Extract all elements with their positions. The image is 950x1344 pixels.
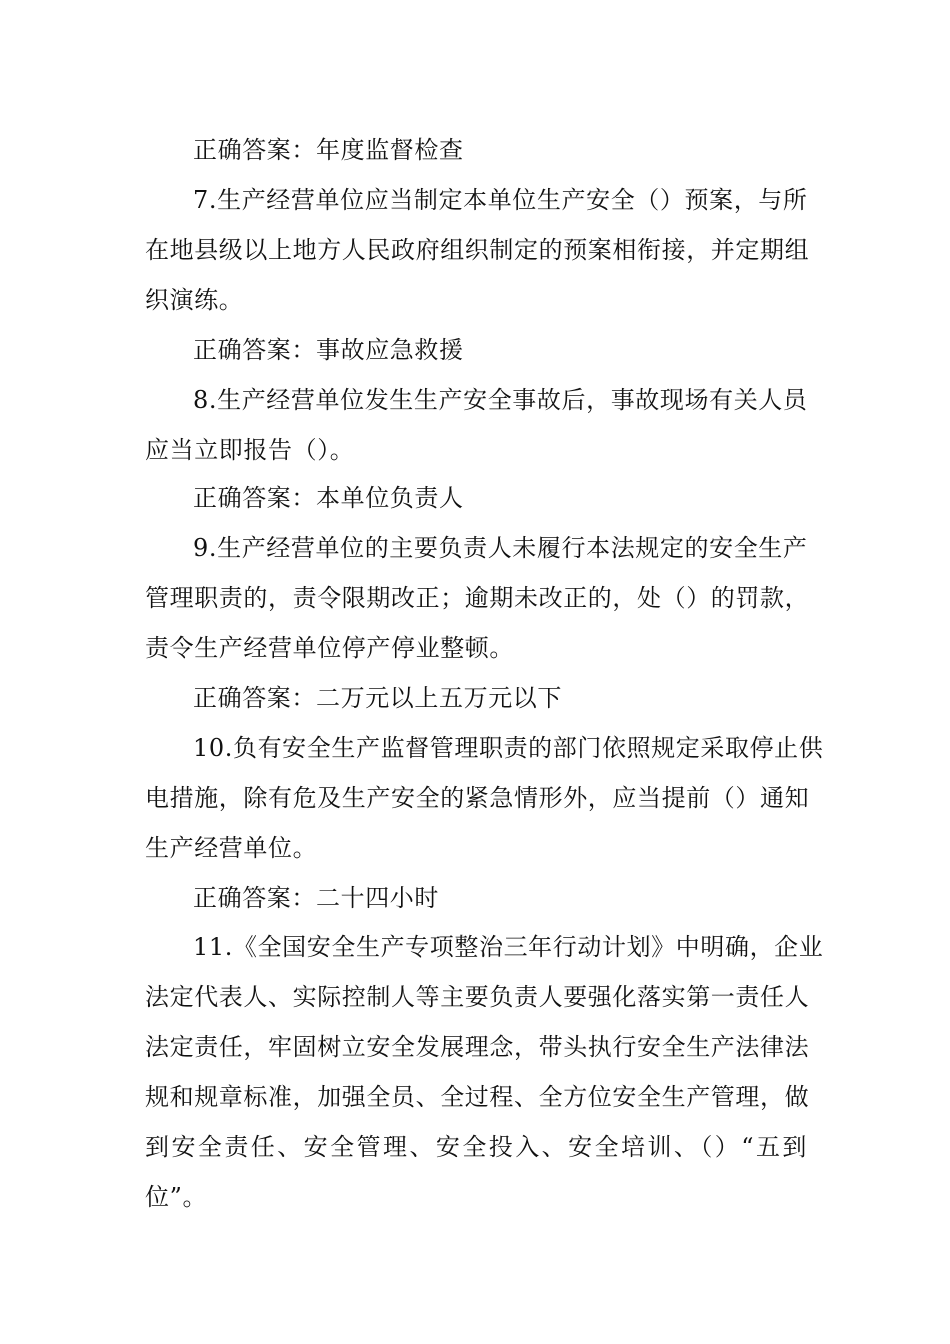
question-10-line-1: 10.负有安全生产监督管理职责的部门依照规定采取停止供 [193, 734, 824, 762]
question-11-line-1: 11.《全国安全生产专项整治三年行动计划》中明确，企业 [193, 933, 824, 961]
question-9-line-3: 责令生产经营单位停产停业整顿。 [145, 634, 514, 662]
question-8-line-2: 应当立即报告（）。 [145, 436, 355, 464]
answer-10: 正确答案：二十四小时 [193, 884, 439, 912]
question-11-line-3: 法定责任，牢固树立安全发展理念，带头执行安全生产法律法 [145, 1033, 810, 1061]
question-11-line-5: 到安全责任、安全管理、安全投入、安全培训、（）“五到 [145, 1133, 807, 1161]
question-9-line-2: 管理职责的，责令限期改正；逾期未改正的，处（）的罚款， [145, 584, 810, 612]
question-7-line-2: 在地县级以上地方人民政府组织制定的预案相衔接，并定期组 [145, 236, 810, 264]
question-9-line-1: 9.生产经营单位的主要负责人未履行本法规定的安全生产 [193, 534, 808, 562]
answer-8: 正确答案：本单位负责人 [193, 484, 464, 512]
question-10-line-2: 电措施，除有危及生产安全的紧急情形外，应当提前（）通知 [145, 784, 810, 812]
question-11-line-4: 规和规章标准，加强全员、全过程、全方位安全生产管理，做 [145, 1083, 810, 1111]
question-10-line-3: 生产经营单位。 [145, 834, 318, 862]
answer-9: 正确答案：二万元以上五万元以下 [193, 684, 562, 712]
answer-6: 正确答案：年度监督检查 [193, 136, 464, 164]
question-11-line-6: 位”。 [145, 1183, 208, 1211]
answer-7: 正确答案：事故应急救援 [193, 336, 464, 364]
question-7-line-1: 7.生产经营单位应当制定本单位生产安全（）预案，与所 [193, 186, 808, 214]
question-7-line-3: 织演练。 [145, 286, 244, 314]
question-11-line-2: 法定代表人、实际控制人等主要负责人要强化落实第一责任人 [145, 983, 810, 1011]
question-8-line-1: 8.生产经营单位发生生产安全事故后，事故现场有关人员 [193, 386, 808, 414]
